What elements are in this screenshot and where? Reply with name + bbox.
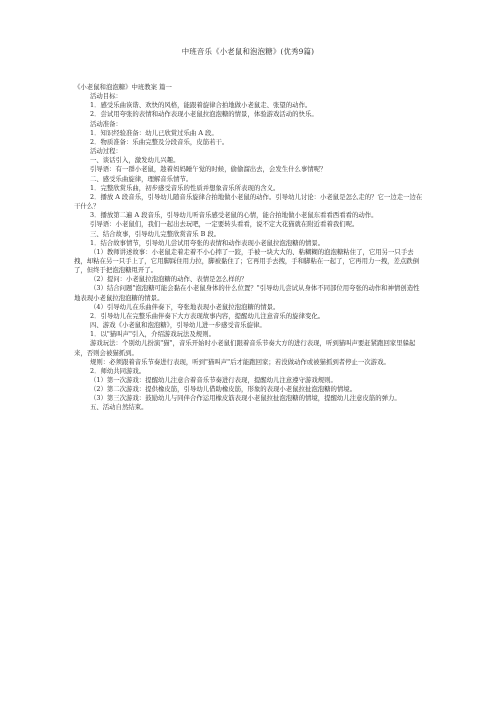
paragraph: 活动过程：: [90, 147, 122, 156]
paragraph: 1．感受乐曲诙谐、欢快的风格，能跟着旋律合拍地做小老鼠走、张望的动作。: [90, 101, 312, 110]
paragraph: 1．知识经验准备：幼儿已欣赏过乐曲 A 段。: [90, 128, 218, 137]
paragraph: 游戏玩法：个别幼儿扮演"猫"，音乐开始时小老鼠们跟着音乐节奏大方的进行表现，听到猫叫声要赶紧跑回家里躲起来，否则会被猫抓到。: [74, 339, 416, 357]
paragraph: 二、感受乐曲旋律，理解音乐情节。: [90, 174, 193, 183]
paragraph: 规则：必须跟着音乐节奏进行表现，听到"猫叫声"后才能跑回家；若没做动作或被猫抓到者停止一次游戏。: [90, 357, 390, 366]
paragraph: 三、结合故事，引导幼儿完整欣赏音乐 B 段。: [90, 229, 221, 238]
paragraph: （3）结合问题"泡泡糖可能会黏在小老鼠身体的什么位置？"引导幼儿尝试从身体不同部位用夸张的动作和神情创造性地表现小老鼠拉泡泡糖的情景。: [74, 284, 420, 302]
paragraph: 2．尝试用夸张的表情和动作表现小老鼠拉泡泡糖的情景，体验游戏活动的快乐。: [90, 110, 318, 119]
paragraph: 1．结合故事情节，引导幼儿尝试用夸张的表情和动作表现小老鼠拉泡泡糖的情景。: [90, 238, 325, 247]
paragraph: （3）第三次游戏：鼓励幼儿与同伴合作运用橡皮筋表现小老鼠拉扯泡泡糖的情境，提醒幼儿注意皮筋的弹力。: [90, 394, 401, 403]
paragraph: 3．播放第二遍 A 段音乐，引导幼儿听音乐感受老鼠的心情，能合拍地做小老鼠东看看西看看的动作。: [90, 211, 378, 220]
paragraph: （1）第一次游戏：提醒幼儿注意合着音乐节奏进行表现，提醒幼儿注意遵守游戏规则。: [90, 376, 337, 384]
document-title: 中班音乐《小老鼠和泡泡糖》(优秀9篇): [181, 47, 315, 56]
paragraph: 2．播放 A 段音乐，引导幼儿随音乐旋律合拍地做小老鼠的动作。引导幼儿讨论：小老鼠是怎么走的？它一边走一边在干什么？: [74, 192, 423, 211]
paragraph: 五、活动自然结束。: [90, 403, 148, 412]
paragraph: （2）第二次游戏：提供橡皮筋，引导幼儿借助橡皮筋，形象的表现小老鼠拉扯泡泡糖的情境。: [90, 385, 357, 394]
paragraph: 1．完整欣赏乐曲，初步感受音乐的性质并想象音乐所表现的含义。: [90, 183, 280, 192]
paragraph: 活动目标：: [90, 92, 122, 101]
paragraph: （2）提问：小老鼠拉泡泡糖的动作、表情是怎么样的？: [90, 275, 248, 284]
document-body: [74, 83, 424, 413]
paragraph: 2．物质准备：乐曲完整及分段音乐，皮筋若干。: [90, 137, 229, 146]
paragraph: 四、游戏《小老鼠和泡泡糖》，引导幼儿进一步感受音乐旋律。: [90, 321, 266, 330]
paragraph: （4）引导幼儿在乐曲伴奏下，夸张地表现小老鼠拉泡泡糖的情景。: [90, 302, 280, 311]
paragraph: 引导语：小老鼠们，我们一起出去玩吧，一定要转头看看，说不定大花猫就在附近看着我们呢。: [90, 220, 359, 229]
paragraph: 《小老鼠和泡泡糖》中班教案 篇一: [74, 83, 172, 91]
paragraph: 2．师幼共同游戏。: [90, 366, 146, 375]
paragraph: 1．以"猫叫声"引入，介绍游戏玩法及规则。: [90, 330, 215, 339]
paragraph: 2．引导幼儿在完整乐曲伴奏下大方表现故事内容，提醒幼儿注意音乐的旋律变化。: [90, 311, 325, 320]
paragraph: 活动准备：: [90, 119, 122, 128]
paragraph: 引导语：有一群小老鼠，趁着妈妈睡午觉的时候，偷偷溜出去，会发生什么事情呢？: [90, 165, 327, 174]
paragraph: （1）教师讲述故事：小老鼠走着走着不小心摔了一跤，手被一块大大的、粘糊糊的泡泡糖粘住了，它用另一只手去拽，却粘在另一只手上了，它用脚踩住用力拉，脚被黏住了；它再用手去拽，手和脚粘在一起了，它再用力一拽，差点跌倒了，但终于把泡泡糖甩开了。: [74, 247, 420, 275]
paragraph: 一、谈话引入，激发幼儿兴趣。: [90, 156, 180, 165]
